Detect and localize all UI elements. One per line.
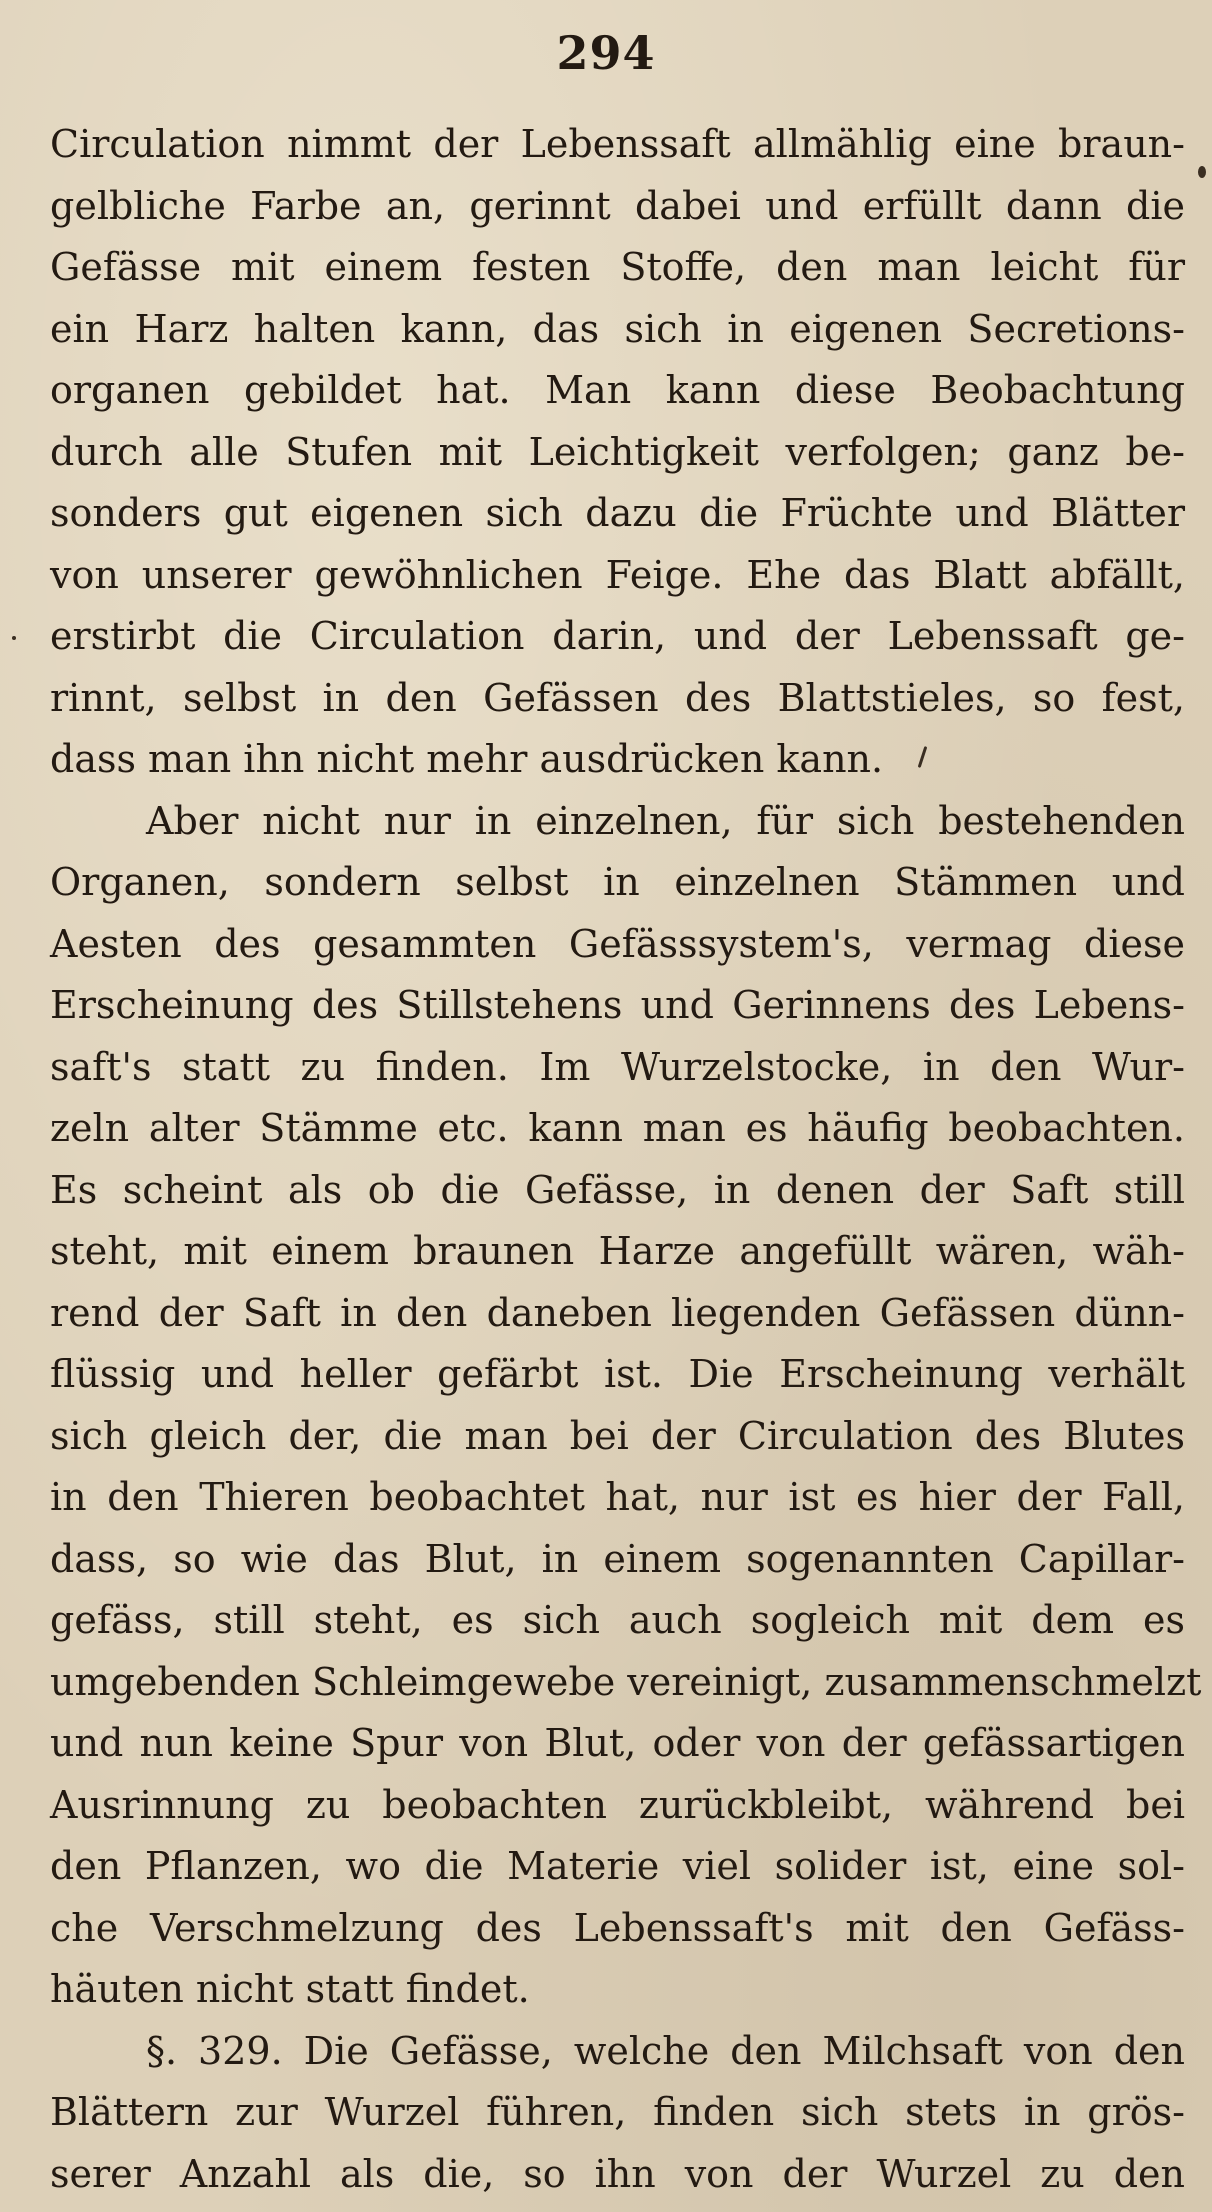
text-line: in den Thieren beobachtet hat, nur ist es hier der Fall, — [50, 1475, 1185, 1519]
text-line: saft's statt zu finden. Im Wurzelstocke, in den Wur- — [50, 1044, 1185, 1089]
text-line: durch alle Stufen mit Leichtigkeit verfolgen; ganz be- — [50, 429, 1185, 474]
text-line: Ausrinnung zu beobachten zurückbleibt, während bei — [50, 1782, 1185, 1827]
paragraph-end-line: häuten nicht statt findet. — [50, 1967, 530, 2011]
text-line: zeln alter Stämme etc. kann man es häufig beobachten. — [50, 1106, 1185, 1150]
text-line: dass, so wie das Blut, in einem sogenannten Capillar- — [50, 1536, 1185, 1581]
ink-speck — [1198, 166, 1206, 178]
text-line: Aesten des gesammten Gefässsystem's, vermag diese — [50, 921, 1185, 966]
paragraph-end-line: dass man ihn nicht mehr ausdrücken kann. — [50, 737, 884, 781]
text-line: flüssig und heller gefärbt ist. Die Erscheinung verhält — [50, 1352, 1185, 1396]
ink-speck — [12, 636, 16, 640]
text-line: Gefässe mit einem festen Stoffe, den man leicht für — [50, 245, 1185, 289]
text-line: serer Anzahl als die, so ihn von der Wurzel zu den — [50, 2151, 1185, 2196]
text-line: gefäss, still steht, es sich auch sogleich mit dem es — [50, 1598, 1185, 1642]
text-line: gelbliche Farbe an, gerinnt dabei und erfüllt dann die — [50, 183, 1185, 228]
text-line: Es scheint als ob die Gefässe, in denen der Saft still — [50, 1167, 1185, 1212]
text-line: steht, mit einem braunen Harze angefüllt wären, wäh- — [50, 1229, 1185, 1273]
text-line: ein Harz halten kann, das sich in eigenen Secretions- — [50, 306, 1185, 351]
text-line: rend der Saft in den daneben liegenden Gefässen dünn- — [50, 1290, 1185, 1335]
body-text — [50, 114, 1202, 2205]
text-line: erstirbt die Circulation darin, und der Lebenssaft ge- — [50, 614, 1185, 658]
text-line: organen gebildet hat. Man kann diese Beobachtung — [50, 368, 1185, 412]
text-line: sich gleich der, die man bei der Circulation des Blutes — [50, 1413, 1185, 1458]
text-line: sonders gut eigenen sich dazu die Früchte und Blätter — [50, 491, 1185, 535]
text-line: Organen, sondern selbst in einzelnen Stämmen und — [50, 860, 1185, 904]
text-line: von unserer gewöhnlichen Feige. Ehe das Blatt abfällt, — [50, 552, 1185, 597]
text-line: umgebenden Schleimgewebe vereinigt, zusammenschmelzt — [50, 1659, 1202, 1704]
text-line: che Verschmelzung des Lebenssaft's mit den Gefäss- — [50, 1905, 1185, 1950]
text-line: Blättern zur Wurzel führen, finden sich stets in grös- — [50, 2090, 1185, 2134]
text-line: und nun keine Spur von Blut, oder von der gefässartigen — [50, 1721, 1185, 1765]
text-line: Erscheinung des Stillstehens und Gerinnens des Lebens- — [50, 983, 1185, 1027]
text-line: den Pflanzen, wo die Materie viel solider ist, eine sol- — [50, 1844, 1185, 1888]
text-line: Circulation nimmt der Lebenssaft allmählig eine braun- — [50, 122, 1185, 166]
text-line: rinnt, selbst in den Gefässen des Blattstieles, so fest, — [50, 675, 1185, 720]
paragraph-start-line: Aber nicht nur in einzelnen, für sich bestehenden — [146, 798, 1185, 843]
page-number: 294 — [556, 26, 656, 80]
section-start-line: §. 329. Die Gefässe, welche den Milchsaft von den — [146, 2028, 1185, 2073]
